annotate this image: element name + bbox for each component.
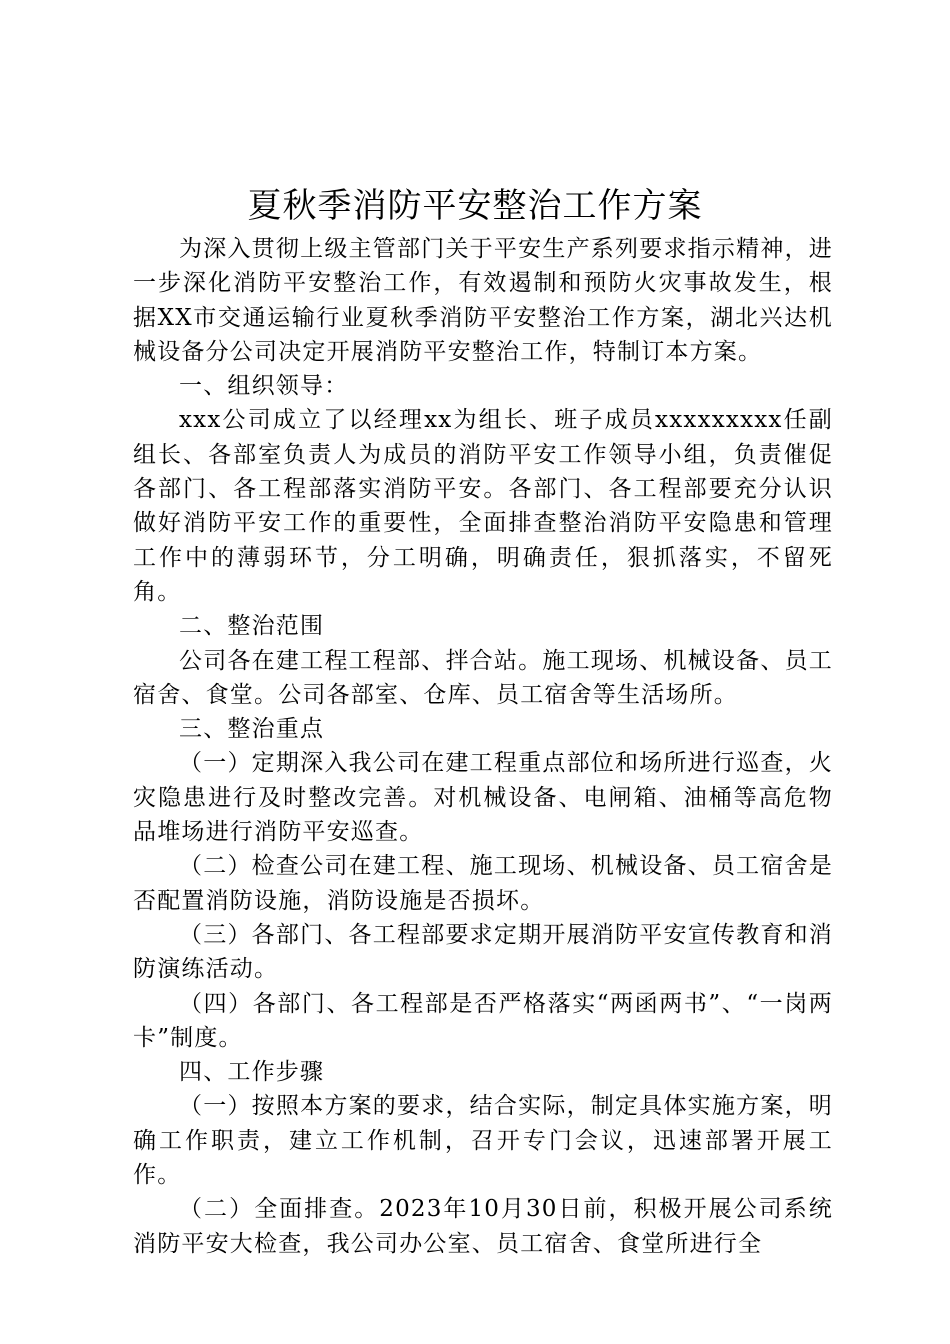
section-heading-steps: 四、工作步骤	[179, 1059, 325, 1086]
section-heading-organization: 一、组织领导：	[179, 373, 349, 400]
paragraph-focus-3: （三）各部门、各工程部要求定期开展消防平安宣传教育和消防演练活动。	[133, 921, 833, 983]
paragraph-scope: 公司各在建工程工程部、拌合站。施工现场、机械设备、员工宿舍、食堂。公司各部室、仓库、员工宿舍等生活场所。	[133, 647, 833, 708]
document-title: 夏秋季消防平安整治工作方案	[247, 186, 703, 226]
paragraph-steps-1: （一）按照本方案的要求，结合实际，制定具体实施方案，明确工作职责，建立工作机制，召开专门会议，迅速部署开展工作。	[133, 1093, 833, 1189]
paragraph-focus-4: （四）各部门、各工程部是否严格落实“两函两书”、“一岗两卡”制度。	[133, 990, 833, 1051]
paragraph-focus-1: （一）定期深入我公司在建工程重点部位和场所进行巡查，火灾隐患进行及时整改完善。对机械设备、电闸箱、油桶等高危物品堆场进行消防平安巡查。	[133, 750, 833, 846]
document-body	[133, 232, 833, 1261]
paragraph-organization: xxx公司成立了以经理xx为组长、班子成员xxxxxxxxx任副组长、各部室负责人为成员的消防平安工作领导小组，负责催促各部门、各工程部落实消防平安。各部门、各工程部要充分认识做好消防平安工作的重要性，全面排查整治消防平安隐患和管理工作中的薄弱环节，分工明确，明确责任，狠抓落实，不留死角。	[133, 407, 833, 605]
paragraph-steps-2: （二）全面排查。2023年10月30日前，积极开展公司系统消防平安大检查，我公司办公室、员工宿舍、食堂所进行全	[133, 1196, 833, 1257]
paragraph-focus-2: （二）检查公司在建工程、施工现场、机械设备、员工宿舍是否配置消防设施，消防设施是否损坏。	[133, 853, 833, 914]
section-heading-focus: 三、整治重点	[179, 716, 325, 743]
paragraph-intro: 为深入贯彻上级主管部门关于平安生产系列要求指示精神，进一步深化消防平安整治工作，有效遏制和预防火灾事故发生，根据XX市交通运输行业夏秋季消防平安整治工作方案，湖北兴达机械设备分公司决定开展消防平安整治工作，特制订本方案。	[133, 236, 833, 365]
section-heading-scope: 二、整治范围	[179, 613, 325, 640]
